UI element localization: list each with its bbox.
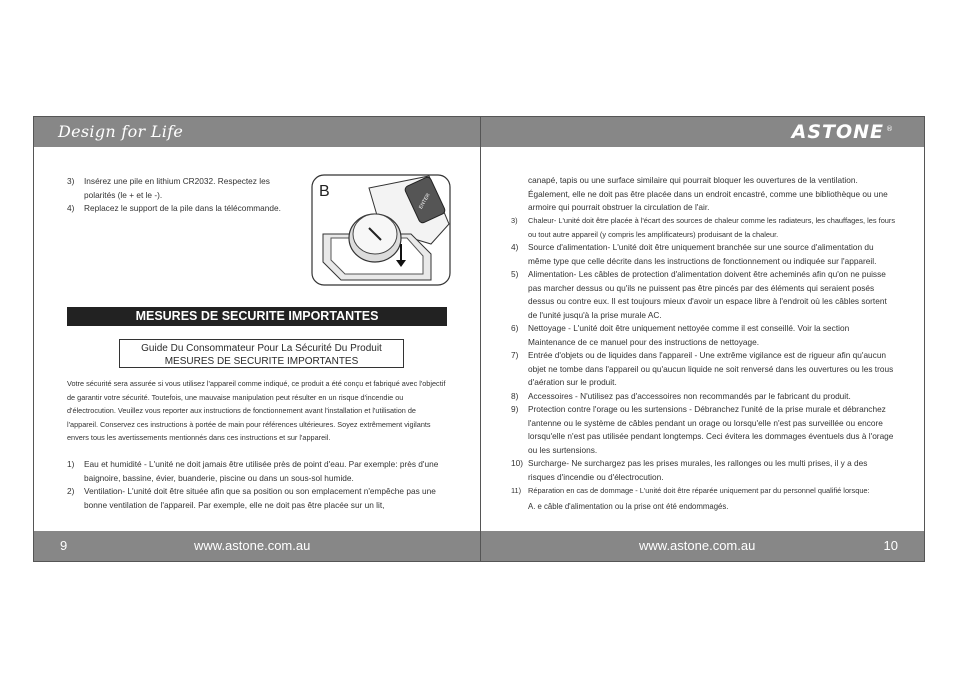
right-footer-band [481, 531, 924, 561]
item-text: Réparation en cas de dommage - L'unité doit être réparée uniquement par du personnel qualifié lorsque: [528, 486, 870, 495]
page-number-right: 10 [883, 538, 898, 553]
list-item [67, 458, 449, 485]
item-text: Nettoyage - L'unité doit être uniquement nettoyée comme il est conseillé. Voir la section Maintenance de ce manuel pour des instructions de nettoyage. [528, 323, 850, 347]
left-footer-band [34, 531, 480, 561]
item-text: Alimentation- Les câbles de protection d'alimentation doivent être acheminés afin qu'on ne puisse pas marcher dessus ou qu'ils ne puissent pas être pincés par des éléments qui seraient posés dessus ou contre eux. Il est toujours mieux d'avoir un espace libre à l'endroit où les câbles sortent de l'unité jusqu'à la prise murale AC. [528, 269, 887, 320]
page-number-left: 9 [60, 538, 68, 553]
website-url-right: www.astone.com.au [639, 538, 756, 553]
manual-spread [33, 116, 925, 562]
safety-items-left [67, 458, 449, 512]
item-number: 8) [511, 390, 519, 401]
website-url-left: www.astone.com.au [194, 538, 311, 553]
illustration-label: B [319, 183, 330, 200]
list-item [67, 485, 449, 512]
device-label: ENTER [418, 192, 432, 211]
brand-name: ASTONE [791, 121, 884, 143]
item-text: Eau et humidité - L'unité ne doit jamais être utilisée près de point d'eau. Par exemple: près d'une baignoire, bassine, évier, buanderie, piscine ou dans un sous-sol humide. [84, 459, 439, 483]
item-number: 1) [67, 459, 75, 469]
left-header-band [34, 117, 480, 147]
list-item [511, 268, 896, 322]
item-number: 5) [511, 269, 519, 279]
item-number: 3) [511, 216, 518, 225]
left-page [34, 117, 481, 561]
item-text: Surcharge- Ne surchargez pas les prises murales, les rallonges ou les multi prises, il y a des risques d'incendie ou d'électrocution. [528, 458, 868, 482]
ventilation-continuation: canapé, tapis ou une surface similaire qui pourrait bloquer les ouvertures de la ventilation. Également, elle ne doit pas être placée dans un endroit encastré, comme une bibliothèque ou une armoire qui pourrait obstruer la circulation de l'air. [528, 175, 888, 212]
list-item [511, 403, 896, 457]
list-item [511, 349, 896, 390]
item-number: 4) [511, 242, 519, 252]
item-number: 10) [511, 458, 523, 468]
item-text: Protection contre l'orage ou les surtensions - Débranchez l'unité de la prise murale et débranchez l'antenne ou le système de câbles pendant un orage ou lorsqu'elle n'est pas surveillée ou encore lorsqu'elle n'est pas utilisée pendant longtemps. Ceci évitera les dommages éventuels dus à l'orage ou les surtensions. [528, 404, 894, 455]
right-header-band [481, 117, 924, 147]
item-text: Source d'alimentation- L'unité doit être uniquement branchée sur une source d'alimentation du même type que celle décrite dans les instructions de fonctionnement ou indiquée sur l'appareil. [528, 242, 877, 266]
repair-subitem: A. e câble d'alimentation ou la prise ont été endommagés. [528, 502, 729, 511]
list-item [67, 175, 297, 202]
item-text: Entrée d'objets ou de liquides dans l'appareil - Une extrême vigilance est de rigueur afin qu'aucun objet ne tombe dans l'appareil ou qu'aucun liquide ne soit renversé dans les ouvertures ou les trous d'aération sur le produit. [528, 350, 894, 387]
item-number: 4) [67, 203, 75, 213]
section-heading: MESURES DE SECURITE IMPORTANTES [67, 307, 447, 326]
list-item [511, 241, 896, 268]
battery-steps [67, 175, 297, 216]
item-number: 3) [67, 176, 75, 186]
list-item [511, 390, 896, 404]
list-item [511, 322, 896, 349]
battery-illustration [311, 174, 451, 286]
registered-mark: ® [886, 125, 894, 133]
safety-intro: Votre sécurité sera assurée si vous utilisez l'appareil comme indiqué, ce produit a été conçu et fabriqué avec l'objectif de garantir votre sécurité. Toutefois, une mauvaise manipulation peut résulter en un risque d'incendie ou d'électrocution. Veuillez vous reporter aux instructions de fonctionnement avant l'installation et l'utilisation de l'appareil. Conservez ces instructions à portée de main pour références ultérieures. Soyez extrêmement vigilants envers tous les avertissements mentionnés dans ces instructions et sur l'appareil. [67, 379, 446, 443]
list-item [511, 214, 896, 241]
list-item [511, 457, 896, 484]
item-text: Replacez le support de la pile dans la télécommande. [84, 203, 281, 213]
list-item [67, 202, 297, 216]
item-text: Ventilation- L'unité doit être située afin que sa position ou son emplacement n'empêche pas une bonne ventilation de l'appareil. Par exemple, elle ne doit pas être placée sur un lit, [84, 486, 436, 510]
right-page [481, 117, 924, 561]
item-number: 7) [511, 350, 519, 360]
guide-box [119, 339, 404, 368]
item-text: Insérez une pile en lithium CR2032. Respectez les polarités (le + et le -). [84, 176, 270, 200]
guide-box-line2: MESURES DE SECURITE IMPORTANTES [164, 356, 359, 367]
item-number: 6) [511, 323, 519, 333]
astone-logo [792, 121, 894, 143]
item-number: 11) [511, 486, 522, 495]
item-text: Accessoires - N'utilisez pas d'accessoires non recommandés par le fabricant du produit. [528, 390, 851, 401]
tagline: Design for Life [58, 122, 184, 141]
item-number: 9) [511, 404, 519, 414]
guide-box-line1: Guide Du Consommateur Pour La Sécurité Du Produit [141, 343, 382, 354]
item-number: 2) [67, 486, 75, 496]
safety-items-right [511, 214, 896, 498]
item-text: Chaleur- L'unité doit être placée à l'écart des sources de chaleur comme les radiateurs, les chauffages, les fours ou tout autre appareil (y compris les amplificateurs) produisant de la chaleur. [528, 216, 896, 239]
list-item [511, 484, 896, 498]
